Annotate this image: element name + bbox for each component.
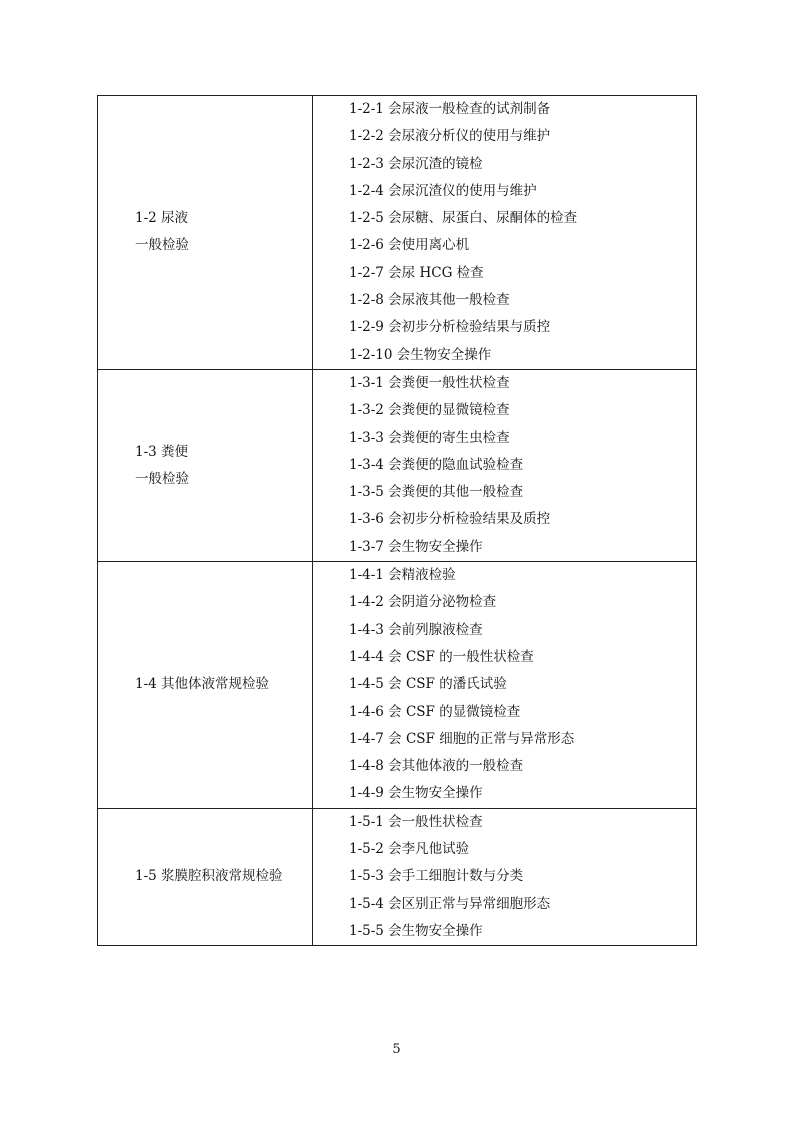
skill-item: 1-2-2 会尿液分析仪的使用与维护 xyxy=(349,128,551,145)
skill-item: 1-4-2 会阴道分泌物检查 xyxy=(349,594,497,611)
skill-item: 1-5-1 会一般性状检查 xyxy=(349,813,483,830)
section-title-line: 1-5 浆膜腔积液常规检验 xyxy=(135,868,283,885)
skill-item: 1-2-7 会尿 HCG 检查 xyxy=(349,264,484,281)
section-title-cell xyxy=(98,96,313,370)
skill-item: 1-5-5 会生物安全操作 xyxy=(349,922,483,939)
skill-item: 1-2-9 会初步分析检验结果与质控 xyxy=(349,319,551,336)
skill-item: 1-5-2 会李凡他试验 xyxy=(349,841,470,858)
skill-item: 1-4-3 会前列腺液检查 xyxy=(349,621,483,638)
skill-item-list xyxy=(313,809,696,945)
skill-item: 1-3-2 会粪便的显微镜检查 xyxy=(349,402,510,419)
skill-item: 1-2-8 会尿液其他一般检查 xyxy=(349,292,510,309)
table-row xyxy=(98,96,697,370)
skill-item: 1-2-6 会使用离心机 xyxy=(349,237,470,254)
section-title-cell xyxy=(98,562,313,809)
skill-item: 1-4-7 会 CSF 细胞的正常与异常形态 xyxy=(349,730,575,747)
skill-item: 1-3-7 会生物安全操作 xyxy=(349,538,483,555)
skill-item: 1-2-3 会尿沉渣的镜检 xyxy=(349,155,483,172)
table-row xyxy=(98,369,697,561)
skill-item: 1-2-1 会尿液一般检查的试剂制备 xyxy=(349,101,551,117)
section-title-line: 1-3 粪便 xyxy=(135,443,189,460)
section-title-line: 1-2 尿液 xyxy=(135,210,189,227)
section-title-line: 1-4 其他体液常规检验 xyxy=(135,676,270,693)
skill-item: 1-4-6 会 CSF 的显微镜检查 xyxy=(349,703,521,720)
skill-item: 1-3-5 会粪便的其他一般检查 xyxy=(349,484,524,501)
skill-item: 1-4-1 会精液检验 xyxy=(349,567,456,584)
skill-item: 1-4-8 会其他体液的一般检查 xyxy=(349,758,524,775)
skills-outline-table xyxy=(97,95,697,946)
section-title-cell xyxy=(98,369,313,561)
section-title-cell xyxy=(98,808,313,945)
skill-item: 1-5-4 会区别正常与异常细胞形态 xyxy=(349,895,551,912)
skill-item: 1-3-4 会粪便的隐血试验检查 xyxy=(349,456,524,473)
section-title-line: 一般检验 xyxy=(135,470,189,487)
skill-item: 1-2-10 会生物安全操作 xyxy=(349,346,492,363)
skill-items-cell xyxy=(313,562,697,809)
skill-item-list xyxy=(313,562,696,808)
table-row xyxy=(98,808,697,945)
skill-item: 1-5-3 会手工细胞计数与分类 xyxy=(349,868,524,885)
page-number: 5 xyxy=(392,1042,401,1057)
section-title-line: 一般检验 xyxy=(135,237,189,254)
skill-item: 1-2-4 会尿沉渣仪的使用与维护 xyxy=(349,182,537,199)
skill-item: 1-4-4 会 CSF 的一般性状检查 xyxy=(349,648,534,665)
skill-item: 1-4-5 会 CSF 的潘氏试验 xyxy=(349,676,507,693)
skill-items-cell xyxy=(313,96,697,370)
skill-items-cell xyxy=(313,808,697,945)
skill-item-list xyxy=(313,96,696,369)
skill-item: 1-4-9 会生物安全操作 xyxy=(349,785,483,802)
skill-item: 1-3-6 会初步分析检验结果及质控 xyxy=(349,511,551,528)
skill-item: 1-3-3 会粪便的寄生虫检查 xyxy=(349,429,510,446)
skill-item: 1-3-1 会粪便一般性状检查 xyxy=(349,374,510,391)
skill-item-list xyxy=(313,370,696,561)
skill-items-cell xyxy=(313,369,697,561)
table-row xyxy=(98,562,697,809)
skill-item: 1-2-5 会尿糖、尿蛋白、尿酮体的检查 xyxy=(349,210,578,227)
